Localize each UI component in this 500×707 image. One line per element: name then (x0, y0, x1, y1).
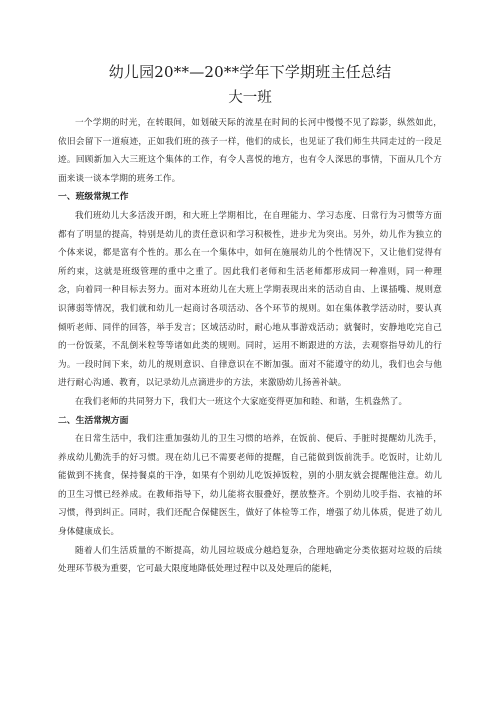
document-title: 幼儿园20**—20**学年下学期班主任总结 (108, 63, 392, 81)
section-paragraph: 我们班幼儿大多活泼开朗，和大班上学期相比，在自理能力、学习态度、日常行为习惯等方面都有了明显的提高，特别是幼儿的责任意识和学习积极性，进步尤为突出。另外，幼儿作为独立的个体来说，都是富有个性的。那么在一个集体中，如何在施展幼儿的个性情况下，又让他们觉得有所约束，这就是班级管理的重中之重了。因此我们老师和生活老师都形成同一种准则，同一种理念，向着同一种目标去努力。面对本班幼儿在大班上学期表现出来的活动自由、上课插嘴、规则意识薄弱等情况，我们就和幼儿一起商讨各项活动、各个环节的规则。如在集体教学活动时，要认真倾听老师、同伴的回答，举手发言；区域活动时，耐心地从事游戏活动；就餐时，安静地吃完自己的一份饭菜，不乱倒米粒等等诸如此类的规则。同时，运用不断跟进的方法，去观察指导幼儿的行为。一段时间下来，幼儿的规则意识、自律意识在不断加强。面对不能遵守的幼儿，我们也会与他进行耐心沟通、教育，以记录幼儿点滴进步的方法，来激励幼儿扬善补缺。 (58, 210, 442, 389)
section-paragraph: 随着人们生活质量的不断提高，幼儿园垃圾成分越趋复杂，合理地确定分类依据对垃圾的后续处理环节极为重要，它可最大限度地降低处理过程中以及处理后的能耗， (58, 545, 442, 575)
section-heading-life-routine: 二、生活常规方面 (58, 415, 129, 426)
document-page (58, 62, 442, 579)
section-paragraph: 在日常生活中，我们注重加强幼儿的卫生习惯的培养，在饭前、便后、手脏时提醒幼儿洗手，养成幼儿勤洗手的好习惯。现在幼儿已不需要老师的提醒，自己能做到饭前洗手。吃饭时，让幼儿能做到不挑食，保持餐桌的干净，如果有个别幼儿吃饭掉饭粒，别的小朋友就会提醒他注意。幼儿的卫生习惯已经养成。在教师指导下，幼儿能将衣服叠好，摆放整齐。个别幼儿咬手指、衣袖的坏习惯，得到纠正。同时，我们还配合保健医生，做好了体检等工作，增强了幼儿体质，促进了幼儿身体健康成长。 (58, 434, 442, 538)
section-heading-class-routine: 一、班级常规工作 (58, 192, 129, 203)
section-paragraph: 在我们老师的共同努力下，我们大一班这个大家庭变得更加和睦、和谐，生机盎然了。 (75, 396, 408, 407)
document-subtitle: 大一班 (228, 90, 272, 106)
intro-paragraph: 一个学期的时光，在转眼间，如划破天际的流星在时间的长河中慢慢不见了踪影，纵然如此，依旧会留下一道痕迹，正如我们班的孩子一样，他们的成长，也见证了我们师生共同走过的一段足迹。回顾新加入大三班这个集体的工作，有令人喜悦的地方，也有令人深思的事情，下面从几个方面来谈一谈本学期的班务工作。 (58, 118, 442, 184)
